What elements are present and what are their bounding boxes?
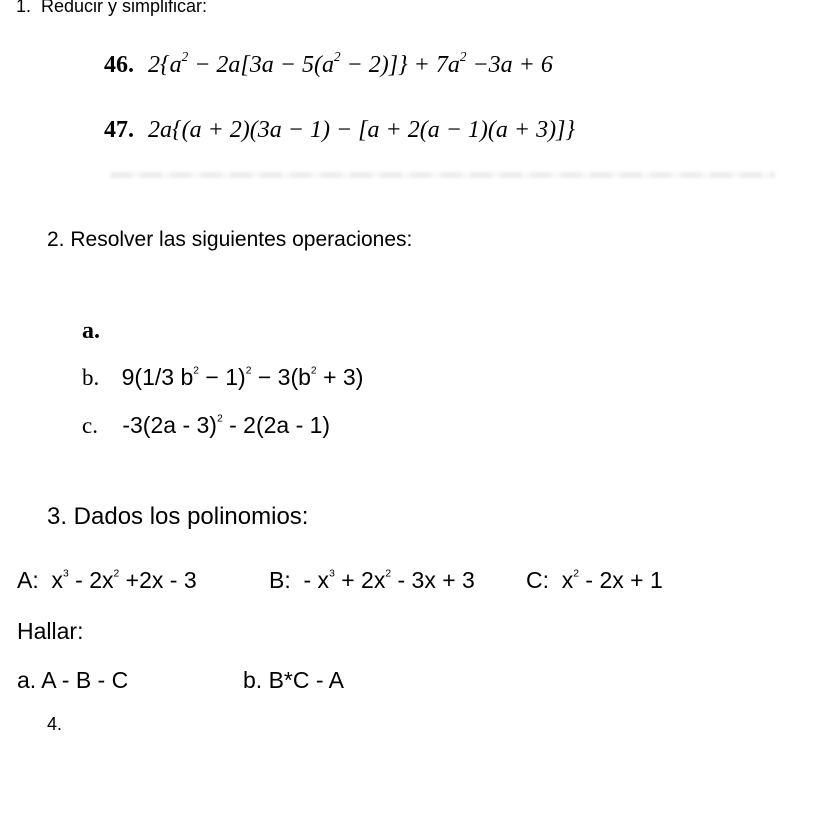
item-c-expression: -3(2a - 3)$^2$ - 2(2a - 1) (122, 412, 331, 438)
section1-heading (16, 0, 207, 17)
item-c-label: c. (82, 413, 98, 438)
task-a: a. A - B - C (17, 667, 129, 693)
section2-heading: 2. Resolver las siguientes operaciones: (47, 228, 413, 251)
item-b (82, 364, 363, 391)
item-c (82, 412, 330, 439)
exercise-46-number: 46. (104, 52, 134, 78)
exercise-46-expression: $2\{a^2 - 2a[3a - 5(a^2 - 2)]\} + 7a^2 -3a + 6$ (148, 48, 553, 78)
exercise-47 (104, 117, 575, 144)
item-b-label: b. (82, 365, 100, 390)
task-b: b. B*C - A (243, 667, 344, 693)
section4-heading: 4. (47, 714, 63, 734)
exercise-47-expression: 2a{(a + 2)(3a − 1) − [a + 2(a − 1)(a + 3)]} (148, 117, 576, 143)
section1-heading-text: 1. Reducir y simplificar: (16, 0, 208, 16)
polynomial-c: C: $x^2 - 2x + 1$ (526, 567, 663, 593)
exercise-46 (104, 48, 553, 79)
section3-heading: 3. Dados los polinomios: (47, 503, 309, 530)
polynomial-a: A: $x^3 - 2x^2 +2x - 3$ (17, 567, 197, 593)
item-a-label: a. (82, 318, 100, 344)
item-b-expression: 9(1/3 $b^2 - 1)^2 - 3(b^2 + 3)$ (121, 364, 364, 390)
exercise-47-number: 47. (104, 117, 134, 143)
faded-text-line (110, 172, 775, 178)
polynomial-b: B: - $x^3 + 2x^2 - 3x + 3$ (269, 567, 475, 593)
hallar-label: Hallar: (17, 618, 84, 644)
